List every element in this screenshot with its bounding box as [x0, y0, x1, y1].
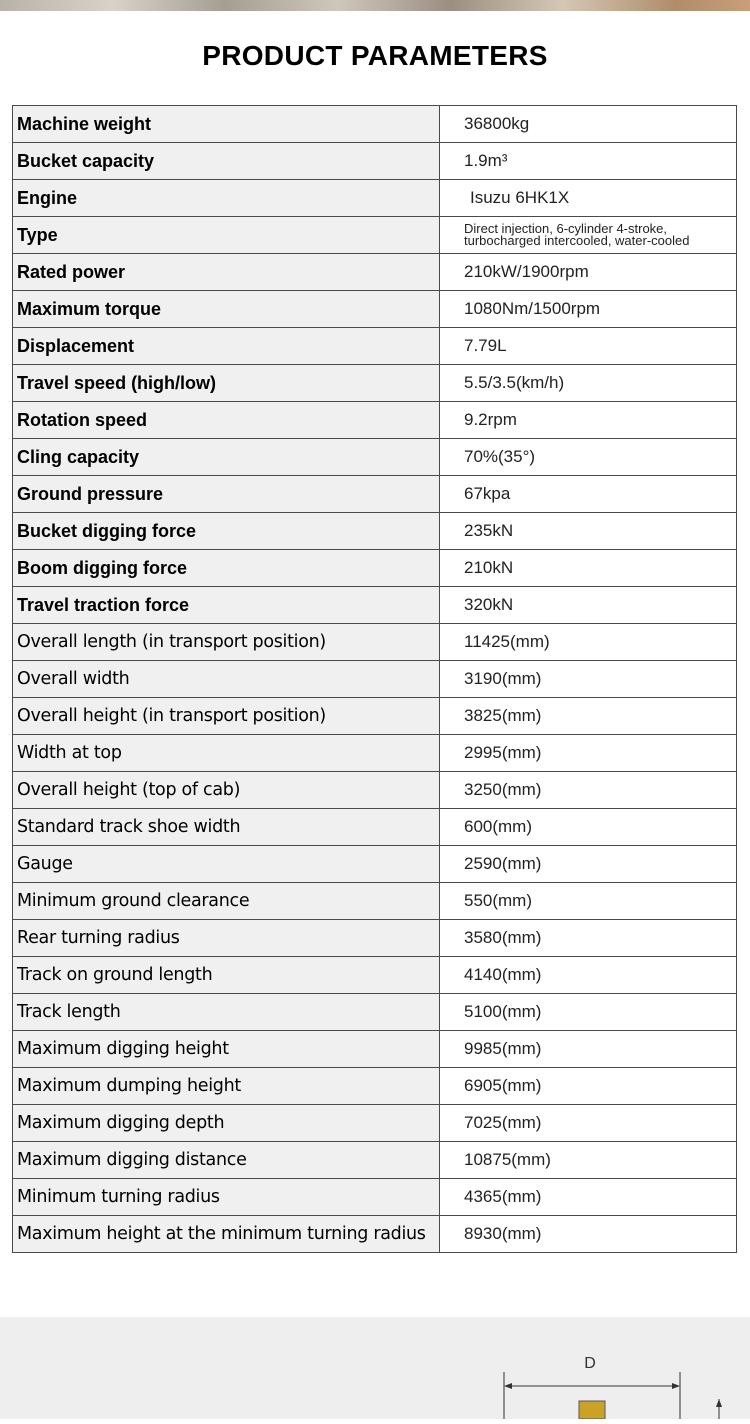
spec-value: 11425(mm)	[440, 624, 737, 661]
spec-label: Maximum dumping height	[13, 1068, 440, 1105]
spec-table	[12, 105, 737, 1253]
spec-value: 9.2rpm	[440, 402, 737, 439]
dimension-diagram	[0, 1317, 750, 1419]
spec-label: Overall height (in transport position)	[13, 698, 440, 735]
spec-value: 2590(mm)	[440, 846, 737, 883]
spec-label: Track length	[13, 994, 440, 1031]
spec-value: 320kN	[440, 587, 737, 624]
spec-label: Maximum torque	[13, 291, 440, 328]
spec-value: 3825(mm)	[440, 698, 737, 735]
spec-label: Maximum digging depth	[13, 1105, 440, 1142]
header-banner-image	[0, 0, 750, 11]
spec-value: 67kpa	[440, 476, 737, 513]
table-row	[13, 328, 737, 365]
spec-label: Bucket capacity	[13, 143, 440, 180]
table-row	[13, 994, 737, 1031]
table-row	[13, 291, 737, 328]
spec-label: Rated power	[13, 254, 440, 291]
table-row	[13, 1179, 737, 1216]
table-row	[13, 1105, 737, 1142]
spec-value: 36800kg	[440, 106, 737, 143]
spec-value: 4140(mm)	[440, 957, 737, 994]
spec-label: Overall height (top of cab)	[13, 772, 440, 809]
spec-label: Overall width	[13, 661, 440, 698]
spec-label: Width at top	[13, 735, 440, 772]
spec-label: Track on ground length	[13, 957, 440, 994]
table-row	[13, 106, 737, 143]
table-row	[13, 550, 737, 587]
spec-value: 3190(mm)	[440, 661, 737, 698]
spec-label: Rotation speed	[13, 402, 440, 439]
cab-shape	[579, 1401, 605, 1419]
table-row	[13, 217, 737, 254]
spec-value: 70%(35°)	[440, 439, 737, 476]
table-row	[13, 920, 737, 957]
table-row	[13, 735, 737, 772]
table-row	[13, 513, 737, 550]
table-row	[13, 624, 737, 661]
spec-value: 7025(mm)	[440, 1105, 737, 1142]
spec-label: Engine	[13, 180, 440, 217]
table-row	[13, 1068, 737, 1105]
spec-value: 4365(mm)	[440, 1179, 737, 1216]
spec-label: Maximum height at the minimum turning radius	[13, 1216, 440, 1253]
spec-value: 210kN	[440, 550, 737, 587]
table-row	[13, 883, 737, 920]
spec-value: 1080Nm/1500rpm	[440, 291, 737, 328]
spec-value: 10875(mm)	[440, 1142, 737, 1179]
spec-value: 6905(mm)	[440, 1068, 737, 1105]
table-row	[13, 698, 737, 735]
table-row	[13, 587, 737, 624]
table-row	[13, 1216, 737, 1253]
table-row	[13, 439, 737, 476]
spec-value: 3580(mm)	[440, 920, 737, 957]
spec-value: 7.79L	[440, 328, 737, 365]
spec-value: 9985(mm)	[440, 1031, 737, 1068]
spec-value: 2995(mm)	[440, 735, 737, 772]
spec-label: Travel speed (high/low)	[13, 365, 440, 402]
table-row	[13, 254, 737, 291]
page-title: PRODUCT PARAMETERS	[202, 40, 548, 71]
spec-label: Cling capacity	[13, 439, 440, 476]
spec-label: Bucket digging force	[13, 513, 440, 550]
spec-value: 5100(mm)	[440, 994, 737, 1031]
spec-value: 8930(mm)	[440, 1216, 737, 1253]
spec-label: Maximum digging distance	[13, 1142, 440, 1179]
table-row	[13, 772, 737, 809]
table-row	[13, 809, 737, 846]
spec-label: Gauge	[13, 846, 440, 883]
table-row	[13, 180, 737, 217]
spec-value: Direct injection, 6-cylinder 4-stroke, turbocharged intercooled, water-cooled	[440, 217, 737, 254]
spec-value: 235kN	[440, 513, 737, 550]
spec-label: Ground pressure	[13, 476, 440, 513]
spec-label: Rear turning radius	[13, 920, 440, 957]
table-row	[13, 957, 737, 994]
table-row	[13, 1031, 737, 1068]
dimension-diagram-drawing	[0, 1317, 750, 1419]
dimension-label: D	[584, 1355, 596, 1372]
spec-value: 5.5/3.5(km/h)	[440, 365, 737, 402]
table-row	[13, 476, 737, 513]
spec-label: Minimum turning radius	[13, 1179, 440, 1216]
table-row	[13, 1142, 737, 1179]
table-row	[13, 402, 737, 439]
spec-label: Type	[13, 217, 440, 254]
spec-label: Displacement	[13, 328, 440, 365]
spec-label: Maximum digging height	[13, 1031, 440, 1068]
spec-value: Isuzu 6HK1X	[440, 180, 737, 217]
spec-value: 1.9m³	[440, 143, 737, 180]
spec-label: Machine weight	[13, 106, 440, 143]
spec-value: 3250(mm)	[440, 772, 737, 809]
spec-label: Overall length (in transport position)	[13, 624, 440, 661]
spec-value: 210kW/1900rpm	[440, 254, 737, 291]
spec-label: Boom digging force	[13, 550, 440, 587]
table-row	[13, 661, 737, 698]
table-row	[13, 846, 737, 883]
spec-value: 550(mm)	[440, 883, 737, 920]
table-row	[13, 365, 737, 402]
table-row	[13, 143, 737, 180]
spec-label: Travel traction force	[13, 587, 440, 624]
spec-label: Standard track shoe width	[13, 809, 440, 846]
spec-value: 600(mm)	[440, 809, 737, 846]
spec-label: Minimum ground clearance	[13, 883, 440, 920]
